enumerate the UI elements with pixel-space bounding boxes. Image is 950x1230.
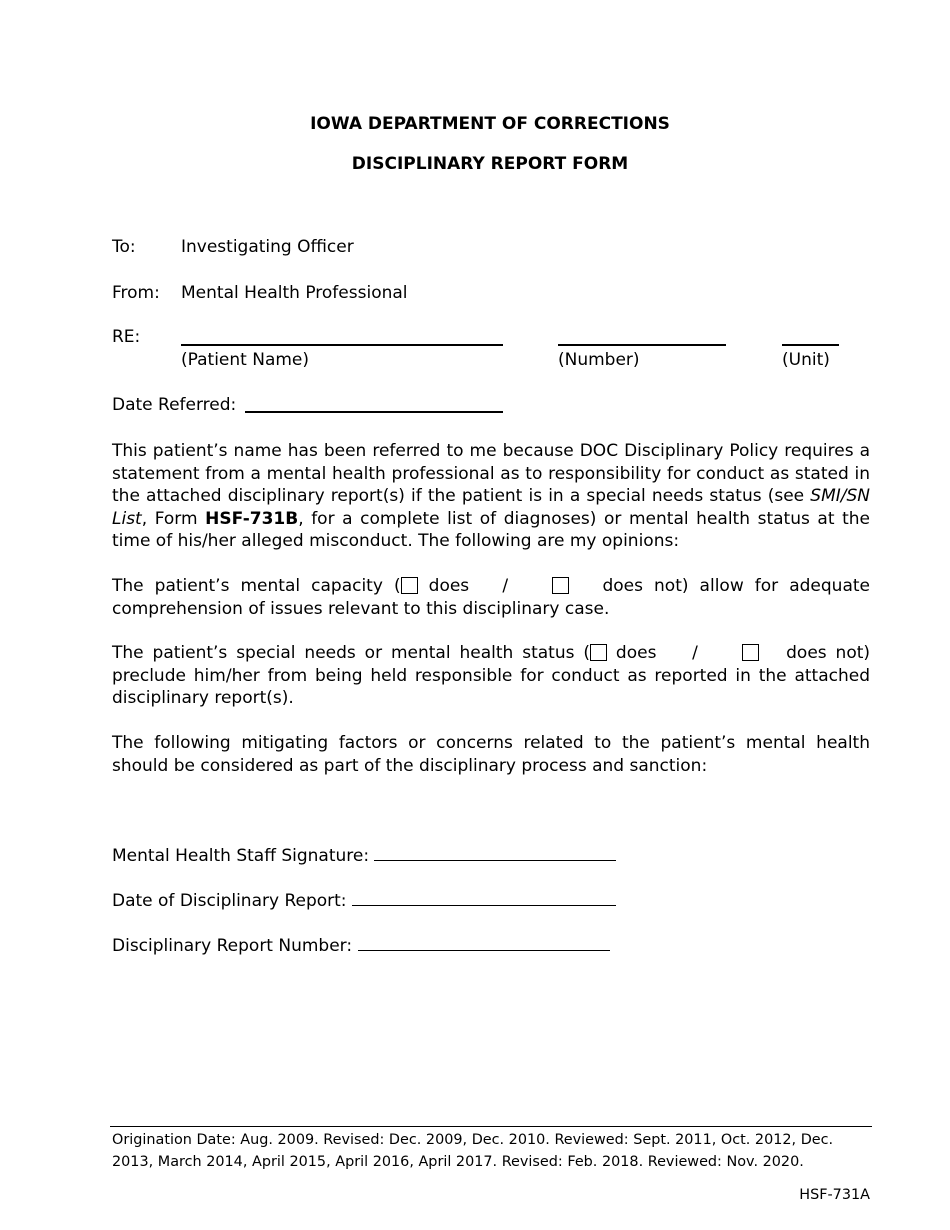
number-caption: (Number) (558, 350, 640, 370)
intro-text-2: , Form (141, 508, 206, 529)
status-prefix: The patient’s special needs or mental health status ( (112, 643, 590, 663)
from-label: From: (112, 283, 160, 303)
staff-signature-field[interactable] (374, 844, 616, 861)
capacity-does-not-text: does not) allow for adequate comprehension of issues relevant to this disciplinary case. (112, 576, 870, 619)
date-referred-field[interactable] (245, 411, 503, 413)
revision-history: Origination Date: Aug. 2009. Revised: Dec. 2009, Dec. 2010. Reviewed: Sept. 2011, Oct. 2012, Dec. 2013, March 2014, April 2015, April 2016, April 2017. Revised: Feb. 2018. Reviewed: Nov. 2020. (112, 1132, 834, 1170)
hsf-731b-ref: HSF-731B (205, 508, 299, 529)
unit-caption: (Unit) (782, 350, 830, 370)
capacity-does-not-checkbox[interactable] (552, 577, 569, 594)
re-label: RE: (112, 327, 141, 347)
from-value: Mental Health Professional (181, 283, 408, 303)
status-does-not-checkbox[interactable] (742, 644, 759, 661)
date-referred-label: Date Referred: (112, 395, 237, 415)
report-date-row (112, 889, 616, 911)
capacity-prefix: The patient’s mental capacity ( (112, 576, 401, 596)
capacity-does-checkbox[interactable] (401, 577, 418, 594)
mitigating-factors-paragraph: The following mitigating factors or concerns related to the patient’s mental health should be considered as part of the disciplinary process and sanction: (112, 733, 870, 776)
patient-name-caption: (Patient Name) (181, 350, 310, 370)
footer-divider (110, 1126, 872, 1127)
report-number-label: Disciplinary Report Number: (112, 936, 353, 956)
status-question (112, 642, 870, 710)
intro-paragraph (112, 440, 870, 553)
form-title: DISCIPLINARY REPORT FORM (351, 154, 629, 174)
smi-sn-list-ref: SMI/SN List (112, 486, 870, 529)
intro-text-3: , for a complete list of diagnoses) or mental health status at the time of his/her alleged misconduct. The following are my opinions: (112, 508, 870, 551)
report-date-field[interactable] (352, 889, 616, 906)
report-number-field[interactable] (358, 934, 610, 951)
to-label: To: (112, 237, 136, 257)
patient-unit-field[interactable] (782, 344, 839, 346)
staff-signature-label: Mental Health Staff Signature: (112, 846, 370, 866)
status-slash: / (692, 643, 698, 663)
patient-number-field[interactable] (558, 344, 726, 346)
status-does-label: does (615, 643, 657, 663)
status-does-checkbox[interactable] (590, 644, 607, 661)
department-heading: IOWA DEPARTMENT OF CORRECTIONS (310, 114, 670, 134)
status-does-not-text: does not) preclude him/her from being held responsible for conduct as reported in the attached disciplinary report(s). (112, 643, 871, 708)
patient-name-field[interactable] (181, 344, 503, 346)
form-code: HSF-731A (799, 1187, 870, 1203)
intro-text-1: This patient’s name has been referred to me because DOC Disciplinary Policy requires a statement from a mental health professional as to responsibility for conduct as stated in the attached disciplinary report(s) if the patient is in a special needs status (see (112, 441, 870, 506)
capacity-slash: / (502, 576, 509, 596)
staff-signature-row (112, 844, 616, 866)
to-value: Investigating Officer (181, 237, 354, 257)
capacity-does-label: does (428, 576, 470, 596)
report-number-row (112, 934, 610, 956)
capacity-question (112, 575, 870, 620)
report-date-label: Date of Disciplinary Report: (112, 891, 347, 911)
